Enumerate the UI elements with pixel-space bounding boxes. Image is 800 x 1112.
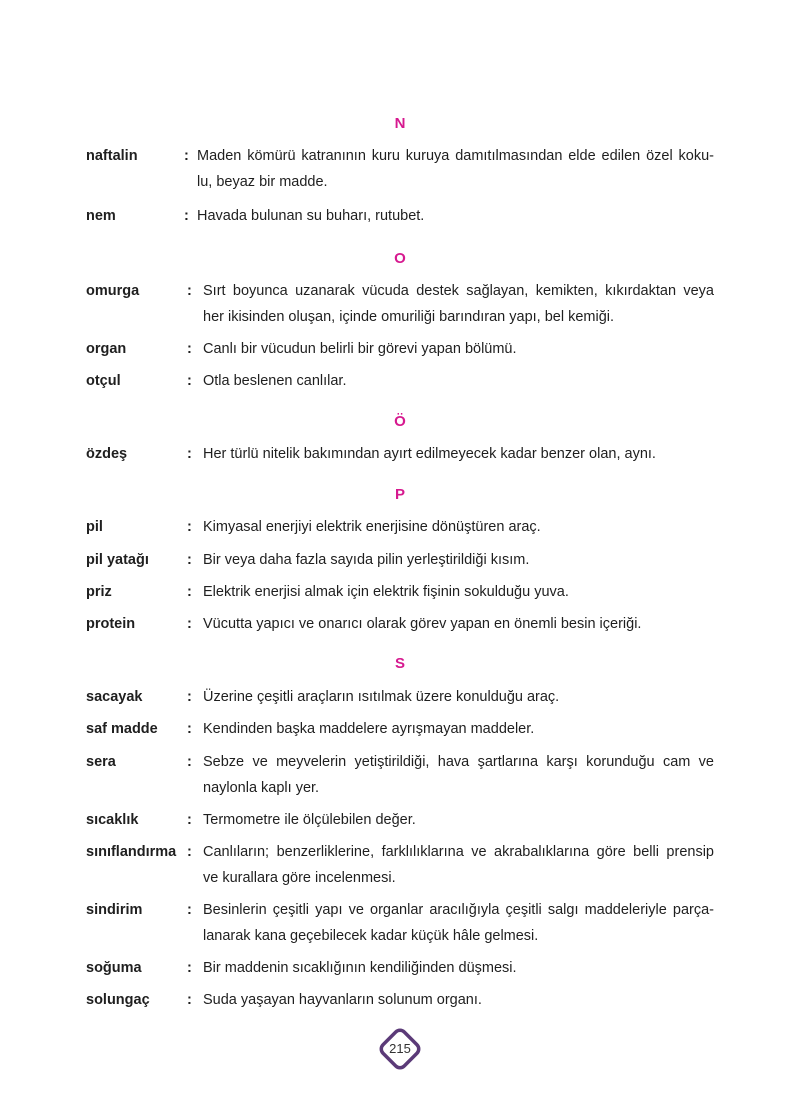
- glossary-term: sınıflandırma: [86, 844, 177, 860]
- definition-line: Vücutta yapıcı ve onarıcı olarak görev yapan en önemli besin içeriği.: [203, 616, 642, 632]
- definition-line: ve kurallara göre incelenmesi.: [203, 870, 396, 886]
- definition-line: Maden kömürü katranının kuru kuruya damıtılmasından elde edilen özel koku-: [197, 148, 714, 164]
- glossary-term: omurga: [86, 283, 140, 299]
- term-separator: :: [187, 616, 192, 632]
- term-separator: :: [187, 844, 192, 860]
- glossary-term: saf madde: [86, 721, 158, 737]
- section-letter-s: S: [394, 655, 405, 672]
- definition-line: her ikisinden oluşan, içinde omuriliği barındıran yapı, bel kemiği.: [203, 309, 615, 325]
- term-separator: :: [187, 341, 192, 357]
- term-separator: :: [187, 754, 192, 770]
- glossary-definition: [203, 278, 714, 330]
- definition-line: Kimyasal enerjiyi elektrik enerjisine dönüştüren araç.: [203, 519, 541, 535]
- glossary-term: organ: [86, 341, 127, 357]
- section-letter-ö: Ö: [394, 413, 406, 430]
- page-number: 215: [389, 1041, 411, 1056]
- section-letter-p: P: [394, 486, 405, 503]
- definition-line: Kendinden başka maddelere ayrışmayan maddeler.: [203, 721, 535, 737]
- definition-line: Canlıların; benzerliklerine, farklılıklarına ve akrabalıklarına göre belli prensip: [203, 844, 714, 860]
- section-letter-o: O: [394, 250, 406, 267]
- glossary-definition: [197, 143, 714, 195]
- definition-line: Termometre ile ölçülebilen değer.: [203, 812, 416, 828]
- definition-line: Canlı bir vücudun belirli bir görevi yapan bölümü.: [203, 341, 517, 357]
- glossary-definition: [203, 897, 714, 949]
- glossary-term: sacayak: [86, 689, 143, 705]
- definition-line: Sırt boyunca uzanarak vücuda destek sağlayan, kemikten, kıkırdaktan veya: [203, 283, 714, 299]
- definition-line: Suda yaşayan hayvanların solunum organı.: [203, 992, 482, 1008]
- glossary-definition: [203, 514, 714, 540]
- glossary-term: priz: [86, 584, 112, 600]
- glossary-term: özdeş: [86, 446, 128, 462]
- definition-line: Bir veya daha fazla sayıda pilin yerleştirildiği kısım.: [203, 552, 530, 568]
- term-separator: :: [187, 992, 192, 1008]
- glossary-definition: [203, 716, 714, 742]
- term-separator: :: [187, 689, 192, 705]
- term-separator: :: [187, 552, 192, 568]
- glossary-term: pil yatağı: [86, 552, 149, 568]
- glossary-definition: [203, 579, 714, 605]
- glossary-term: protein: [86, 616, 136, 632]
- glossary-definition: [203, 955, 714, 981]
- definition-line: Otla beslenen canlılar.: [203, 373, 347, 389]
- glossary-term: solungaç: [86, 992, 150, 1008]
- definition-line: lu, beyaz bir madde.: [197, 174, 328, 190]
- glossary-definition: [203, 684, 714, 710]
- glossary-definition: [203, 441, 714, 467]
- glossary-term: sera: [86, 754, 116, 770]
- term-separator: :: [187, 960, 192, 976]
- term-separator: :: [187, 902, 192, 918]
- term-separator: :: [187, 446, 192, 462]
- definition-line: naylonla kaplı yer.: [203, 780, 320, 796]
- glossary-term: naftalin: [86, 148, 138, 164]
- definition-line: Sebze ve meyvelerin yetiştirildiği, hava şartlarına karşı korunduğu cam ve: [203, 754, 714, 770]
- glossary-term: nem: [86, 208, 116, 224]
- section-letter-n: N: [394, 115, 406, 132]
- definition-line: Üzerine çeşitli araçların ısıtılmak üzere konulduğu araç.: [203, 689, 560, 705]
- term-separator: :: [184, 148, 189, 164]
- glossary-term: otçul: [86, 373, 121, 389]
- definition-line: lanarak kana geçebilecek kadar küçük hâle gelmesi.: [203, 928, 539, 944]
- glossary-definition: [203, 336, 714, 362]
- term-separator: :: [184, 208, 189, 224]
- glossary-definition: [203, 368, 714, 394]
- term-separator: :: [187, 812, 192, 828]
- glossary-definition: [203, 807, 714, 833]
- definition-line: Elektrik enerjisi almak için elektrik fişinin sokulduğu yuva.: [203, 584, 569, 600]
- glossary-definition: [203, 839, 714, 891]
- page-number-badge: [373, 1022, 427, 1076]
- glossary-definition: [203, 749, 714, 801]
- glossary-definition: [203, 611, 714, 637]
- glossary-term: sıcaklık: [86, 812, 139, 828]
- term-separator: :: [187, 584, 192, 600]
- term-separator: :: [187, 373, 192, 389]
- term-separator: :: [187, 283, 192, 299]
- glossary-definition: [203, 987, 714, 1013]
- definition-line: Bir maddenin sıcaklığının kendiliğinden düşmesi.: [203, 960, 517, 976]
- glossary-definition: [203, 547, 714, 573]
- term-separator: :: [187, 519, 192, 535]
- glossary-definition: [197, 203, 714, 229]
- definition-line: Her türlü nitelik bakımından ayırt edilmeyecek kadar benzer olan, aynı.: [203, 446, 656, 462]
- definition-line: Havada bulunan su buharı, rutubet.: [197, 208, 425, 224]
- glossary-term: soğuma: [86, 960, 142, 976]
- definition-line: Besinlerin çeşitli yapı ve organlar aracılığıyla çeşitli salgı maddeleriyle parça-: [203, 902, 714, 918]
- glossary-term: sindirim: [86, 902, 143, 918]
- term-separator: :: [187, 721, 192, 737]
- glossary-term: pil: [86, 519, 103, 535]
